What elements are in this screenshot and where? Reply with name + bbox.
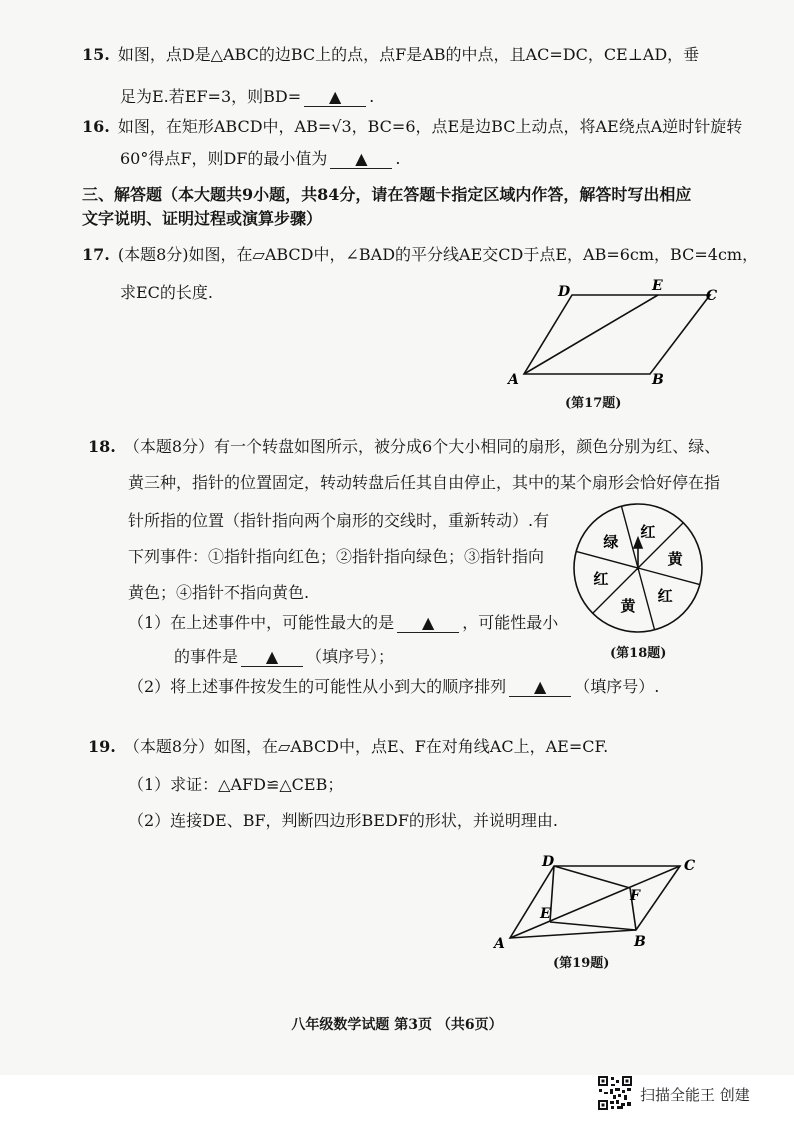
q17-segment-ae (524, 295, 658, 374)
q17-label-c: C (706, 288, 718, 304)
q19-part1: （1）求证：△AFD≌△CEB； (128, 775, 344, 794)
spinner-sector-label: 黄 (667, 550, 683, 569)
q19-label-f: F (630, 888, 640, 904)
q19-label-d: D (542, 854, 555, 870)
q16-line2: 60°得点F，则DF的最小值为 ▲ . (120, 149, 401, 168)
q19-caption: (第19题) (553, 956, 610, 971)
q18-spinner-figure (570, 502, 710, 638)
spinner-sector-label: 黄 (620, 597, 636, 616)
qr-code-icon (597, 1075, 633, 1111)
q18-number: 18. (88, 437, 116, 456)
q18-line3: 针所指的位置（指针指向两个扇形的交线时，重新转动）.有 (128, 511, 550, 530)
q17-figure (500, 278, 740, 388)
q19-label-a: A (494, 936, 505, 952)
spinner-divider (638, 568, 655, 630)
q19-line1: 19. （本题8分）如图，在▱ABCD中，点E、F在对角线AC上，AE=CF. (88, 737, 609, 756)
q18-line5: 黄色；④指针不指向黄色. (128, 583, 310, 602)
spinner-divider (576, 551, 638, 568)
q15-line2: 足为E.若EF=3，则BD= ▲ . (120, 87, 375, 106)
section3-heading: 三、解答题（本大题共9小题，共84分，请在答题卡指定区域内作答，解答时写出相应 (82, 185, 692, 204)
q18-line1: 18. （本题8分）有一个转盘如图所示，被分成6个大小相同的扇形，颜色分别为红、绿、 (88, 437, 721, 456)
q18-part1-cont: 的事件是 ▲ （填序号）； (174, 647, 395, 666)
section3-heading-line2: 文字说明、证明过程或演算步骤） (82, 209, 323, 228)
spinner-sector-label: 红 (657, 587, 673, 606)
q17-line1: 17. (本题8分)如图，在▱ABCD中，∠BAD的平分线AE交CD于点E，AB=6cm，BC=4cm， (82, 245, 759, 264)
q15-line1: 15. 如图，点D是△ABC的边BC上的点，点F是AB的中点，且AC=DC，CE⊥AD，垂 (82, 45, 700, 64)
q15-answer-blank: ▲ (304, 88, 366, 107)
spinner-divider (638, 568, 700, 585)
q18-part2: （2）将上述事件按发生的可能性从小到大的顺序排列 ▲ （填序号）. (128, 677, 660, 696)
q17-label-a: A (508, 372, 519, 388)
q17-label-d: D (558, 284, 571, 300)
q18-part1: （1）在上述事件中，可能性最大的是 ▲ ，可能性最小 (128, 613, 559, 632)
q17-parallelogram (524, 295, 710, 374)
q16-line1: 16. 如图，在矩形ABCD中，AB=√3，BC=6，点E是边BC上动点，将AE绕点A逆时针旋转 (82, 117, 743, 136)
spinner-sector-label: 绿 (603, 532, 619, 551)
q17-label-b: B (652, 372, 664, 388)
q18-answer-blank-2: ▲ (241, 648, 303, 667)
q19-segment-eb (550, 922, 636, 930)
q19-part2: （2）连接DE、BF，判断四边形BEDF的形状，并说明理由. (128, 811, 559, 830)
q18-caption: (第18题) (610, 646, 667, 661)
spinner-sector-label: 红 (640, 522, 656, 541)
q16-number: 16. (82, 117, 110, 136)
q18-line2: 黄三种，指针的位置固定，转动转盘后任其自由停止，其中的某个扇形会恰好停在指 (128, 473, 721, 492)
page-footer: 八年级数学试题 第3页 （共6页） (291, 1017, 503, 1033)
spinner-sector-label: 红 (593, 569, 609, 588)
q16-answer-blank: ▲ (330, 150, 392, 169)
q15-number: 15. (82, 45, 110, 64)
watermark-text: 扫描全能王 创建 (640, 1086, 750, 1104)
q19-label-c: C (684, 858, 696, 874)
q19-label-b: B (634, 934, 646, 950)
q17-caption: (第17题) (565, 396, 622, 411)
q19-segment-df (554, 866, 630, 888)
q19-figure (488, 850, 708, 956)
q17-label-e: E (652, 278, 663, 294)
q17-number: 17. (82, 245, 110, 264)
q18-answer-blank-1: ▲ (397, 614, 459, 633)
q18-answer-blank-3: ▲ (509, 678, 571, 697)
spinner-divider (621, 506, 638, 568)
q19-label-e: E (540, 906, 551, 922)
q17-line2: 求EC的长度. (120, 283, 214, 302)
q19-number: 19. (88, 737, 116, 756)
q18-line4: 下列事件：①指针指向红色；②指针指向绿色；③指针指向 (128, 547, 545, 566)
